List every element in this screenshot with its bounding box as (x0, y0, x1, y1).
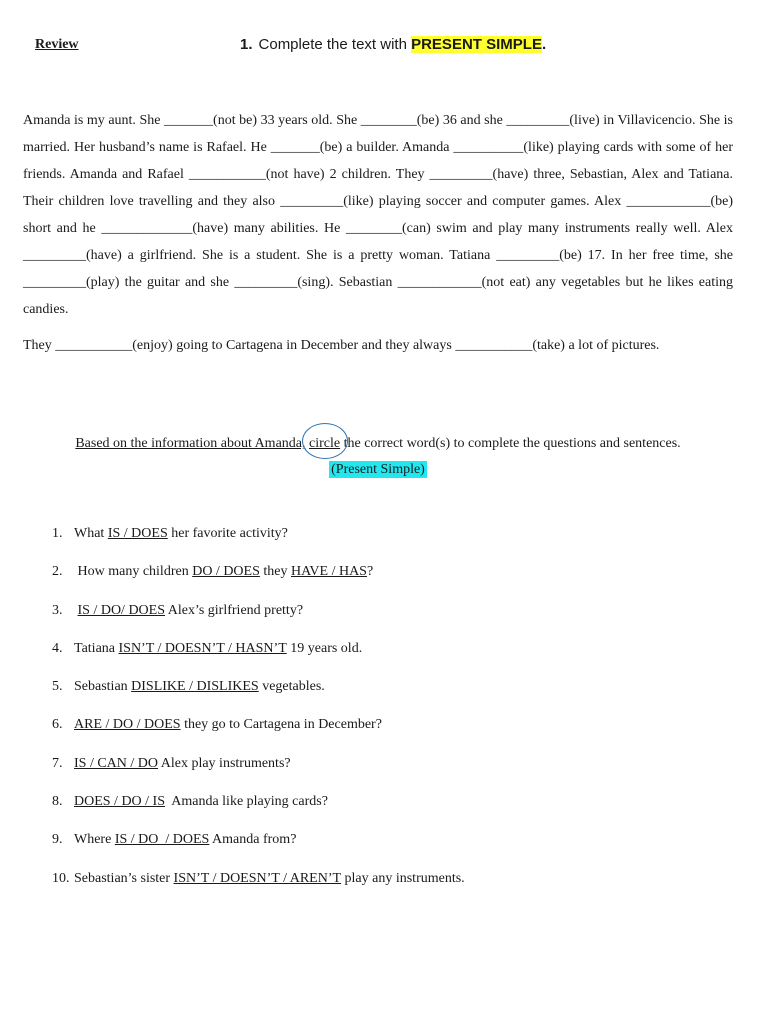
answer-options[interactable]: IS / DOES (107, 526, 168, 541)
question-item (52, 717, 732, 755)
question-text: Amanda from? (209, 832, 297, 848)
question-text: they (259, 564, 291, 580)
question-text: Sebastian’s sister (74, 870, 174, 886)
question-text: Alex play instruments? (158, 755, 291, 771)
question-number: 9. (52, 832, 63, 848)
circle-ring-icon (302, 423, 348, 459)
question-item (52, 641, 732, 679)
answer-options[interactable]: ARE / DO / DOES (74, 717, 181, 733)
question-number: 8. (52, 794, 63, 810)
question-number: 2. (52, 564, 63, 580)
question-item (52, 564, 732, 602)
circle-word-text: circle (309, 436, 341, 451)
present-simple-highlight: PRESENT SIMPLE (411, 36, 542, 53)
exercise-number: 1. (240, 36, 253, 53)
instruction-line (23, 431, 733, 457)
instruction-part-1: Based on the information about Amanda, (75, 436, 306, 451)
question-text: What (74, 526, 108, 541)
circle-instructions (23, 431, 733, 483)
question-item (52, 603, 732, 641)
answer-options[interactable]: DOES / DO / IS (74, 794, 166, 810)
question-number: 1. (52, 526, 63, 541)
answer-options[interactable]: ISN’T / DOESN’T / HASN’T (118, 640, 287, 656)
question-text: vegetables. (258, 679, 325, 695)
question-text: ? (366, 564, 374, 580)
answer-options[interactable]: HAVE / HAS (290, 564, 367, 580)
question-text: 19 years old. (286, 640, 363, 656)
question-text: Alex’s girlfriend pretty? (165, 602, 304, 618)
question-item (52, 679, 732, 717)
question-list (52, 526, 732, 909)
question-item (52, 526, 732, 564)
question-text: play any instruments. (341, 870, 465, 886)
answer-options[interactable]: ISN’T / DOESN’T / AREN’T (173, 870, 342, 886)
question-text: Sebastian (74, 679, 132, 695)
exercise-heading (240, 36, 546, 53)
answer-options[interactable]: IS / DO/ DOES (77, 602, 166, 618)
question-number: 4. (52, 640, 63, 656)
circle-word (309, 431, 340, 457)
question-number: 5. (52, 679, 63, 695)
instruction-part-2: the correct word(s) to complete the questions and sentences. (343, 436, 681, 451)
exercise-instruction: Complete the text with (258, 36, 407, 53)
question-number: 6. (52, 717, 63, 733)
answer-options[interactable]: IS / CAN / DO (74, 755, 159, 771)
reading-passage (23, 107, 733, 359)
answer-options[interactable]: IS / DO / DOES (114, 832, 210, 848)
question-text: Tatiana (74, 640, 119, 656)
question-number: 3. (52, 602, 63, 618)
passage-paragraph-2: They ___________(enjoy) going to Cartagena in December and they always ___________(take) a lot of pictures. (23, 338, 660, 353)
present-simple-subtitle: (Present Simple) (331, 462, 425, 477)
answer-options[interactable]: DO / DOES (192, 564, 260, 580)
heading-period: . (541, 36, 547, 53)
passage-paragraph-1: Amanda is my aunt. She _______(not be) 33 years old. She ________(be) 36 and she _________(live) in Villavicencio. She is married. Her husband’s name is Rafael. He _______(be) a builder. Amanda __________(like) playing cards with some of her friends. Amanda and Rafael ___________(not have) 2 children. They _________(have) three, Sebastian, Alex and Tatiana. Their children love travelling and they also _________(like) playing soccer and computer games. Alex ____________(be) short and he _____________(have) many abilities. He ________(can) swim and play many instruments really well. Alex _________(have) a girlfriend. She is a student. She is a pretty woman. Tatiana _________(be) 17. In her free time, she _________(play) the guitar and she _________(sing). Sebastian ____________(not eat) any vegetables but he likes eating candies. (23, 113, 733, 317)
question-number: 10. (52, 870, 70, 886)
question-item (52, 756, 732, 794)
question-item (52, 794, 732, 832)
question-text: Where (74, 832, 115, 848)
question-text: How many children (74, 564, 193, 580)
question-text: they go to Cartagena in December? (180, 717, 382, 733)
question-item (52, 871, 732, 909)
question-number: 7. (52, 755, 63, 771)
answer-options[interactable]: DISLIKE / DISLIKES (131, 679, 259, 695)
question-item (52, 832, 732, 870)
question-text: Amanda like playing cards? (165, 794, 328, 810)
review-title: Review (35, 37, 79, 52)
question-text: her favorite activity? (167, 526, 288, 541)
